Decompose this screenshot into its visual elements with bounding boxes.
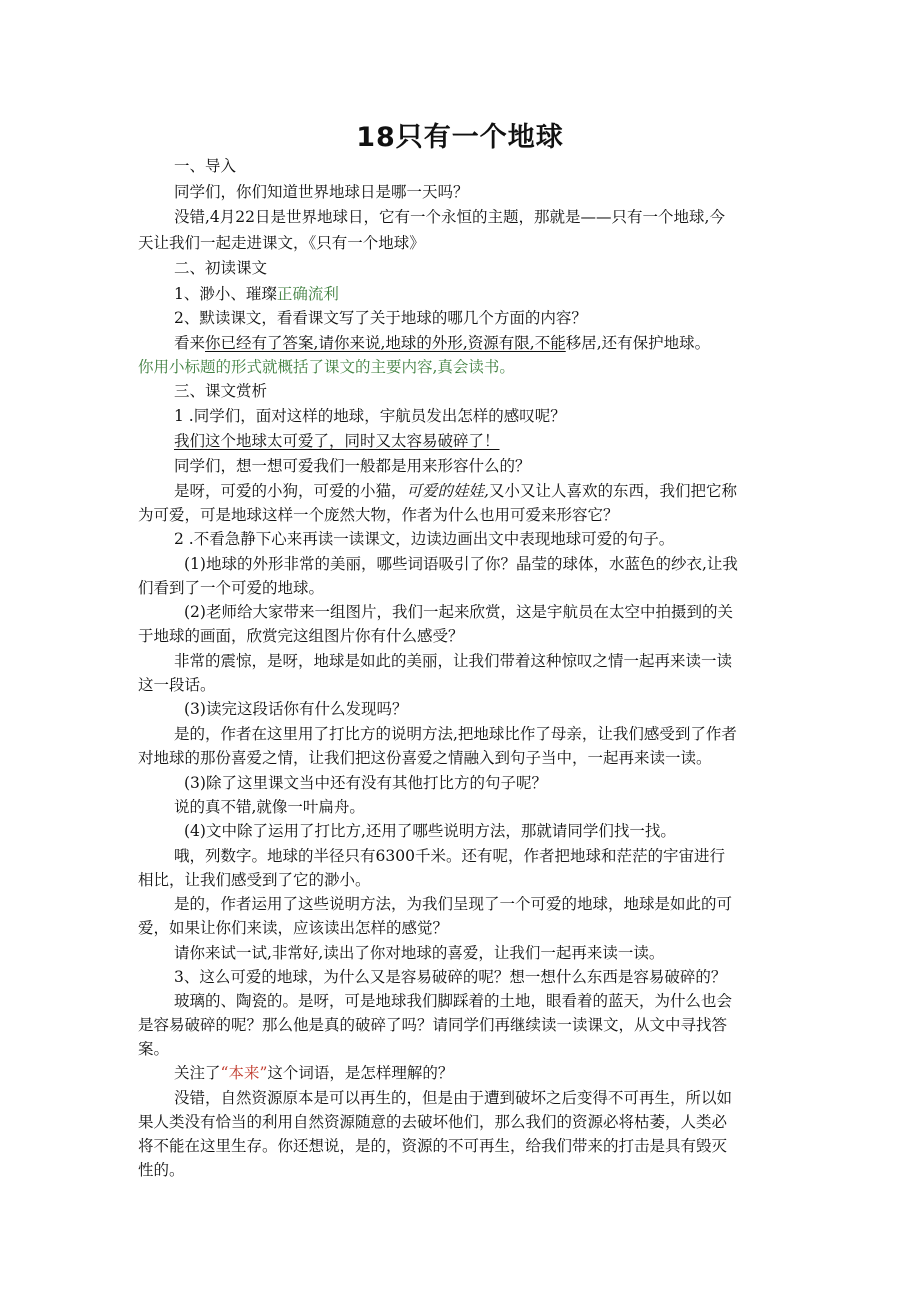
paragraph: 非常的震惊，是呀，地球是如此的美丽，让我们带着这种惊叹之情一起再来读一读 xyxy=(174,652,733,670)
underlined-text: 你已经有了答案,请你来说,地球的外形,资源有限,不能 xyxy=(205,334,566,352)
paragraph: 哦，列数字。地球的半径只有6300千米。还有呢，作者把地球和茫茫的宇宙进行 xyxy=(174,847,725,865)
paragraph: 是的，作者运用了这些说明方法，为我们呈现了一个可爱的地球，地球是如此的可 xyxy=(174,895,733,913)
text: 关注了 xyxy=(174,1064,221,1082)
paragraph: 相比，让我们感受到了它的渺小。 xyxy=(138,871,371,889)
paragraph: 说的真不错,就像一叶扁舟。 xyxy=(174,798,365,816)
section-heading-intro: 一、导入 xyxy=(174,157,237,175)
paragraph: 是容易破碎的呢？那么他是真的破碎了吗？请同学们再继续读一读课文，从文中寻找答 xyxy=(138,1016,728,1034)
paragraph: 同学们，你们知道世界地球日是哪一天吗？ xyxy=(174,183,469,201)
paragraph-green: 你用小标题的形式就概括了课文的主要内容,真会读书。 xyxy=(138,358,515,376)
underlined-sentence: 我们这个地球太可爱了，同时又太容易破碎了！ xyxy=(174,432,500,450)
paragraph: 将不能在这里生存。你还想说，是的，资源的不可再生，给我们带来的打击是具有毁灭 xyxy=(138,1137,728,1155)
paragraph: (3)读完这段话你有什么发现吗？ xyxy=(184,700,408,718)
paragraph: 2 .不看急静下心来再读一读课文，边读边画出文中表现地球可爱的句子。 xyxy=(174,530,675,548)
highlighted-term: “本来” xyxy=(220,1064,268,1082)
paragraph xyxy=(174,1063,453,1083)
paragraph: (1)地球的外形非常的美丽，哪些词语吸引了你？晶莹的球体，水蓝色的纱衣,让我 xyxy=(184,555,738,573)
text-green: 正确流利 xyxy=(276,285,339,303)
section-heading-first-reading: 二、初读课文 xyxy=(174,259,268,277)
paragraph xyxy=(174,333,710,353)
paragraph: 没错，自然资源原本是可以再生的，但是由于遭到破坏之后变得不可再生，所以如 xyxy=(174,1089,733,1107)
paragraph: 性的。 xyxy=(138,1161,185,1179)
paragraph: 爱，如果让你们来读，应该读出怎样的感觉？ xyxy=(138,919,449,937)
paragraph: 2、默读课文，看看课文写了关于地球的哪几个方面的内容？ xyxy=(174,309,587,327)
paragraph: 玻璃的、陶瓷的。是呀，可是地球我们脚踩着的土地，眼看着的蓝天，为什么也会 xyxy=(174,992,733,1010)
section-heading-appreciation: 三、课文赏析 xyxy=(174,382,268,400)
paragraph: 于地球的画面，欣赏完这组图片你有什么感受？ xyxy=(138,627,464,645)
paragraph: 天让我们一起走进课文，《只有一个地球》 xyxy=(138,234,425,252)
text: 又小又让人喜欢的东西，我们把它称 xyxy=(488,482,737,500)
paragraph: 为可爱，可是地球这样一个庞然大物，作者为什么也用可爱来形容它？ xyxy=(138,506,619,524)
paragraph xyxy=(174,284,339,304)
paragraph: 3、这么可爱的地球，为什么又是容易破碎的呢？想一想什么东西是容易破碎的？ xyxy=(174,968,727,986)
paragraph: (3)除了这里课文当中还有没有其他打比方的句子呢？ xyxy=(184,774,547,792)
paragraph: 没错,4月22日是世界地球日，它有一个永恒的主题，那就是——只有一个地球,今 xyxy=(174,208,725,226)
paragraph: 案。 xyxy=(138,1040,170,1058)
paragraph: (2)老师给大家带来一组图片，我们一起来欣赏，这是宇航员在太空中拍摄到的关 xyxy=(184,603,733,621)
italic-text: 可爱的娃娃, xyxy=(406,482,489,500)
paragraph: 1 .同学们，面对这样的地球，宇航员发出怎样的感叹呢？ xyxy=(174,407,566,425)
text: 看来 xyxy=(174,334,206,352)
paragraph xyxy=(174,481,737,501)
paragraph: 这一段话。 xyxy=(138,676,216,694)
paragraph: 们看到了一个可爱的地球。 xyxy=(138,579,325,597)
paragraph: 同学们，想一想可爱我们一般都是用来形容什么的？ xyxy=(174,457,531,475)
text: 是呀，可爱的小狗，可爱的小猫， xyxy=(174,482,407,500)
document-title: 18只有一个地球 xyxy=(356,122,564,153)
text: 1、渺小、璀璨 xyxy=(174,285,277,303)
paragraph: (4)文中除了运用了打比方,还用了哪些说明方法，那就请同学们找一找。 xyxy=(184,822,676,840)
text: 这个词语，是怎样理解的？ xyxy=(267,1064,454,1082)
text: 移居,还有保护地球。 xyxy=(565,334,711,352)
paragraph: 对地球的那份喜爱之情，让我们把这份喜爱之情融入到句子当中，一起再来读一读。 xyxy=(138,749,712,767)
paragraph: 请你来试一试,非常好,读出了你对地球的喜爱，让我们一起再来读一读。 xyxy=(174,944,665,962)
paragraph: 是的，作者在这里用了打比方的说明方法,把地球比作了母亲，让我们感受到了作者 xyxy=(174,725,737,743)
paragraph: 果人类没有恰当的利用自然资源随意的去破坏他们，那么我们的资源必将枯萎，人类必 xyxy=(138,1113,728,1131)
